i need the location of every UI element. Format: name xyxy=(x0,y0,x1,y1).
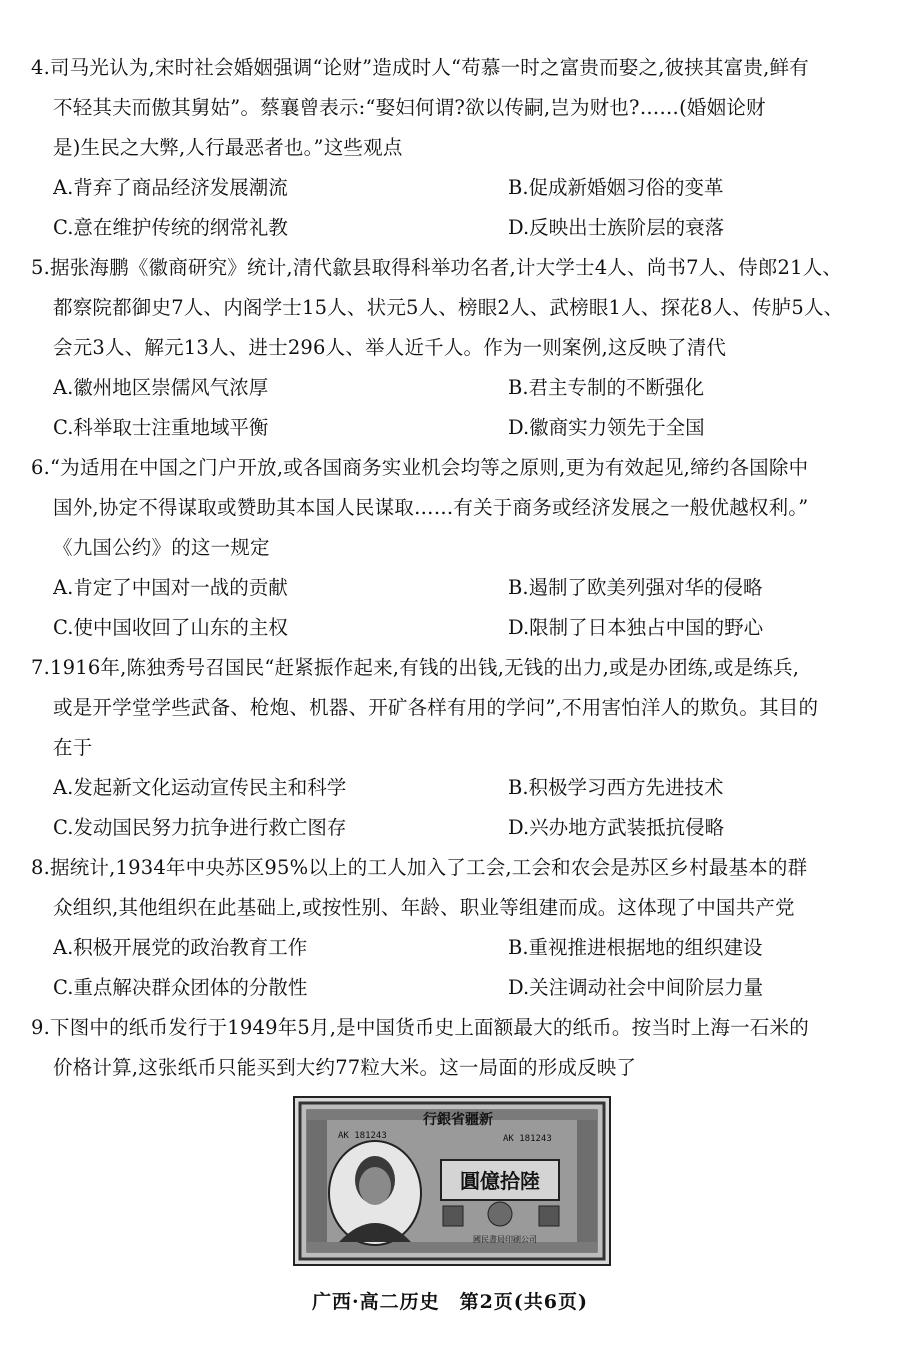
page-footer: 广西·高二历史 第2页(共6页) xyxy=(311,1291,589,1313)
question-7-option-b: B.积极学习西方先进技术 xyxy=(508,776,724,799)
banknote-seal-left xyxy=(443,1206,463,1226)
question-9-line-2: 价格计算,这张纸币只能买到大约77粒大米。这一局面的形成反映了 xyxy=(53,1056,637,1079)
banknote-serial-left: AK 181243 xyxy=(338,1131,387,1141)
banknote-denomination: 圓億拾陸 xyxy=(460,1169,540,1193)
banknote-right-border-decoration xyxy=(577,1110,597,1252)
banknote-center-emblem xyxy=(488,1202,512,1226)
question-7-line-3: 在于 xyxy=(53,736,93,759)
question-8-option-c: C.重点解决群众团体的分散性 xyxy=(53,976,308,999)
question-4-option-a: A.背弃了商品经济发展潮流 xyxy=(53,176,288,199)
question-5-line-2: 都察院都御史7人、内阁学士15人、状元5人、榜眼2人、武榜眼1人、探花8人、传胪5人、 xyxy=(53,296,844,319)
banknote-printer: 國民書局印刷公司 xyxy=(473,1235,537,1244)
banknote-bank-name: 行銀省疆新 xyxy=(423,1112,493,1128)
question-5-option-a: A.徽州地区崇儒风气浓厚 xyxy=(53,376,269,399)
question-7-option-c: C.发动国民努力抗争进行救亡图存 xyxy=(53,816,347,839)
question-5-option-b: B.君主专制的不断强化 xyxy=(508,376,705,399)
question-6-option-d: D.限制了日本独占中国的野心 xyxy=(508,616,764,639)
banknote-seal-right xyxy=(539,1206,559,1226)
question-4-option-b: B.促成新婚姻习俗的变革 xyxy=(508,176,724,199)
question-5-line-1: 5.据张海鹏《徽商研究》统计,清代歙县取得科举功名者,计大学士4人、尚书7人、侍郎21人、 xyxy=(31,256,843,279)
question-6-line-2: 国外,协定不得谋取或赞助其本国人民谋取……有关于商务或经济发展之一般优越权利。” xyxy=(53,496,809,519)
question-7-option-a: A.发起新文化运动宣传民主和科学 xyxy=(53,776,347,799)
question-8-line-2: 众组织,其他组织在此基础上,或按性别、年龄、职业等组建而成。这体现了中国共产党 xyxy=(53,896,795,919)
question-5-option-d: D.徽商实力领先于全国 xyxy=(508,416,705,439)
banknote-image xyxy=(293,1096,611,1266)
banknote-left-border-decoration xyxy=(307,1110,327,1252)
question-6-option-b: B.遏制了欧美列强对华的侵略 xyxy=(508,576,763,599)
question-7-line-1: 7.1916年,陈独秀号召国民“赶紧振作起来,有钱的出钱,无钱的出力,或是办团练,或是练兵, xyxy=(31,656,800,679)
question-6-line-3: 《九国公约》的这一规定 xyxy=(53,536,270,559)
question-4-option-d: D.反映出士族阶层的衰落 xyxy=(508,216,725,239)
question-8-option-d: D.关注调动社会中间阶层力量 xyxy=(508,976,764,999)
question-8-option-a: A.积极开展党的政治教育工作 xyxy=(53,936,308,959)
question-6-line-1: 6.“为适用在中国之门户开放,或各国商务实业机会均等之原则,更为有效起见,缔约各国除中 xyxy=(31,456,809,479)
question-6-option-c: C.使中国收回了山东的主权 xyxy=(53,616,288,639)
question-4-line-3: 是)生民之大弊,人行最恶者也。”这些观点 xyxy=(53,136,403,159)
banknote-bottom-border-decoration xyxy=(307,1242,597,1252)
banknote-serial-right: AK 181243 xyxy=(503,1134,552,1144)
question-4-line-1: 4.司马光认为,宋时社会婚姻强调“论财”造成时人“苟慕一时之富贵而娶之,彼挟其富贵,鲜有 xyxy=(31,56,809,79)
question-7-option-d: D.兴办地方武装抵抗侵略 xyxy=(508,816,725,839)
question-6-option-a: A.肯定了中国对一战的贡献 xyxy=(53,576,288,599)
question-8-line-1: 8.据统计,1934年中央苏区95%以上的工人加入了工会,工会和农会是苏区乡村最基本的群 xyxy=(31,856,808,879)
banknote-portrait-face xyxy=(359,1167,391,1205)
question-8-option-b: B.重视推进根据地的组织建设 xyxy=(508,936,763,959)
question-5-line-3: 会元3人、解元13人、进士296人、举人近千人。作为一则案例,这反映了清代 xyxy=(53,336,727,359)
question-7-line-2: 或是开学堂学些武备、枪炮、机器、开矿各样有用的学问”,不用害怕洋人的欺负。其目的 xyxy=(53,696,819,719)
question-9-line-1: 9.下图中的纸币发行于1949年5月,是中国货币史上面额最大的纸币。按当时上海一石米的 xyxy=(31,1016,809,1039)
question-5-option-c: C.科举取士注重地域平衡 xyxy=(53,416,269,439)
question-4-line-2: 不轻其夫而傲其舅姑”。蔡襄曾表示:“娶妇何谓?欲以传嗣,岂为财也?……(婚姻论财 xyxy=(53,96,766,119)
question-4-option-c: C.意在维护传统的纲常礼教 xyxy=(53,216,288,239)
